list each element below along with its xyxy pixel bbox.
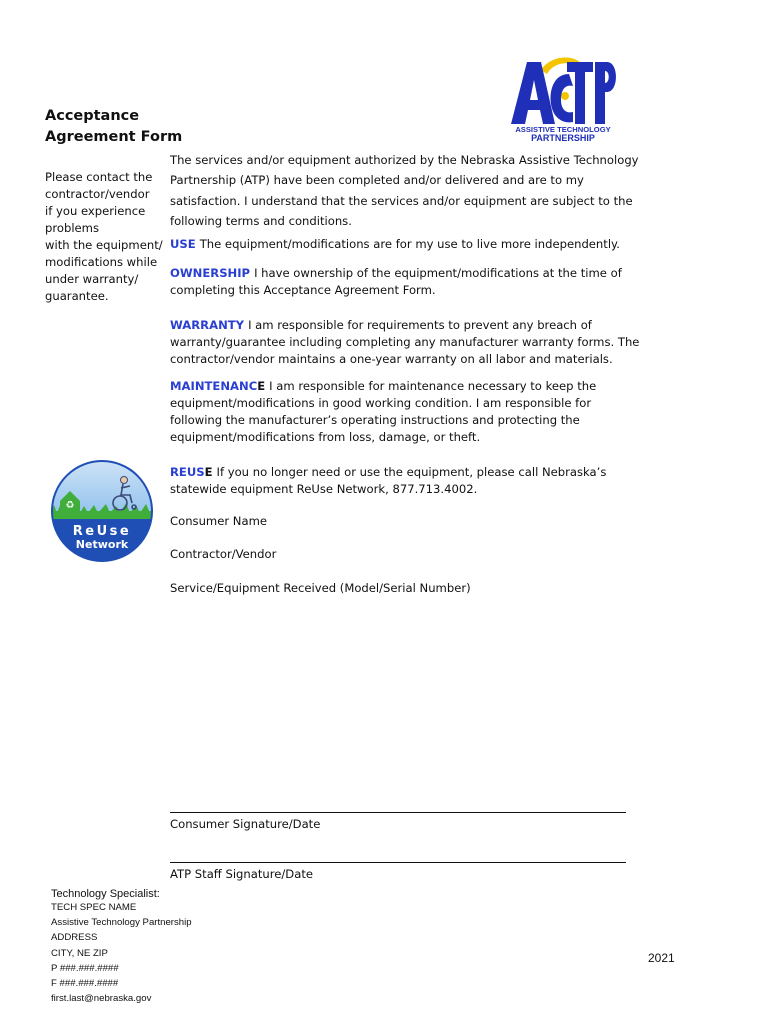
form-title — [45, 106, 195, 148]
term-ownership-text: I have ownership of the equipment/modifications at the time of completing this Acceptance Agreement Form. — [170, 266, 622, 297]
note-line: if you experience — [45, 204, 146, 218]
reuse-network-logo — [50, 459, 154, 563]
staff-signature-line[interactable] — [170, 862, 626, 863]
reuse-logo-title: ReUse — [72, 524, 132, 539]
term-reuse-keyword: REUS — [170, 465, 205, 479]
term-use-keyword: USE — [170, 237, 196, 251]
contact-heading: Technology Specialist: — [51, 888, 160, 900]
service-equipment-label: Service/Equipment Received (Model/Serial Number) — [170, 581, 471, 595]
note-line: Please contact the — [45, 170, 153, 184]
atp-logo-text-2: PARTNERSHIP — [531, 133, 595, 143]
form-title-line-2: Agreement Form — [45, 129, 183, 145]
term-ownership-keyword: OWNERSHIP — [170, 266, 251, 280]
atp-logo — [507, 52, 619, 144]
term-warranty-keyword: WARRANTY — [170, 318, 245, 332]
contact-line: F ###.###.#### — [51, 978, 119, 990]
tech-specialist-contact — [51, 888, 192, 1006]
consumer-name-label: Consumer Name — [170, 514, 268, 528]
contractor-vendor-label: Contractor/Vendor — [170, 547, 277, 561]
term-use — [170, 236, 640, 253]
note-line: modifications while — [45, 255, 158, 269]
svg-text:♻: ♻ — [65, 500, 75, 511]
form-title-line-1: Acceptance — [45, 108, 140, 124]
contact-line: ADDRESS — [51, 932, 98, 944]
consumer-signature-line[interactable] — [170, 812, 626, 813]
note-line: under warranty/ — [45, 272, 139, 286]
contact-line: P ###.###.#### — [51, 962, 119, 974]
term-warranty-text: I am responsible for requirements to prevent any breach of warranty/guarantee including completing any manufacturer warranty forms. The contractor/vendor maintains a one-year warranty on all labor and materials. — [170, 318, 640, 366]
contact-line: Assistive Technology Partnership — [51, 917, 192, 929]
form-year: 2021 — [648, 951, 675, 965]
term-ownership — [170, 265, 640, 299]
consumer-signature-label: Consumer Signature/Date — [170, 817, 321, 831]
reuse-logo-subtitle: Network — [75, 538, 129, 551]
term-use-text: The equipment/modifications are for my use to live more independently. — [199, 237, 620, 251]
contact-line: TECH SPEC NAME — [51, 902, 137, 913]
intro-paragraph: The services and/or equipment authorized by the Nebraska Assistive Technology Partnership (ATP) have been completed and/or delivered and are to my satisfaction. I understand that the services and/or equipment are subject to the following terms and conditions. — [170, 153, 639, 228]
contact-line: CITY, NE ZIP — [51, 947, 108, 959]
term-reuse-keyword-end: E — [204, 465, 213, 479]
atp-logo-letter-p — [595, 62, 616, 124]
contact-email: first.last@nebraska.gov — [51, 993, 152, 1005]
term-reuse — [170, 464, 640, 498]
note-line: with the equipment/ — [45, 238, 163, 252]
atp-logo-dot — [561, 92, 569, 100]
term-maintenance — [170, 378, 640, 446]
note-line: guarantee. — [45, 289, 109, 303]
atp-logo-text-1: ASSISTIVE TECHNOLOGY — [515, 125, 611, 134]
term-maintenance-text: I am responsible for maintenance necessary to keep the equipment/modifications in good working condition. I am responsible for following the manufacturer’s operating instructions and protecting the equipment/modifications from loss, damage, or theft. — [170, 379, 597, 444]
term-warranty — [170, 317, 640, 368]
contact-vendor-note — [45, 169, 173, 305]
staff-signature-label: ATP Staff Signature/Date — [170, 867, 314, 881]
term-maintenance-keyword-end: E — [257, 379, 266, 393]
note-line: problems — [45, 221, 100, 235]
term-maintenance-keyword: MAINTENANC — [170, 379, 258, 393]
term-reuse-text: If you no longer need or use the equipment, please call Nebraska’s statewide equipment ReUse Network, 877.713.4002. — [170, 465, 607, 496]
note-line: contractor/vendor — [45, 187, 150, 201]
